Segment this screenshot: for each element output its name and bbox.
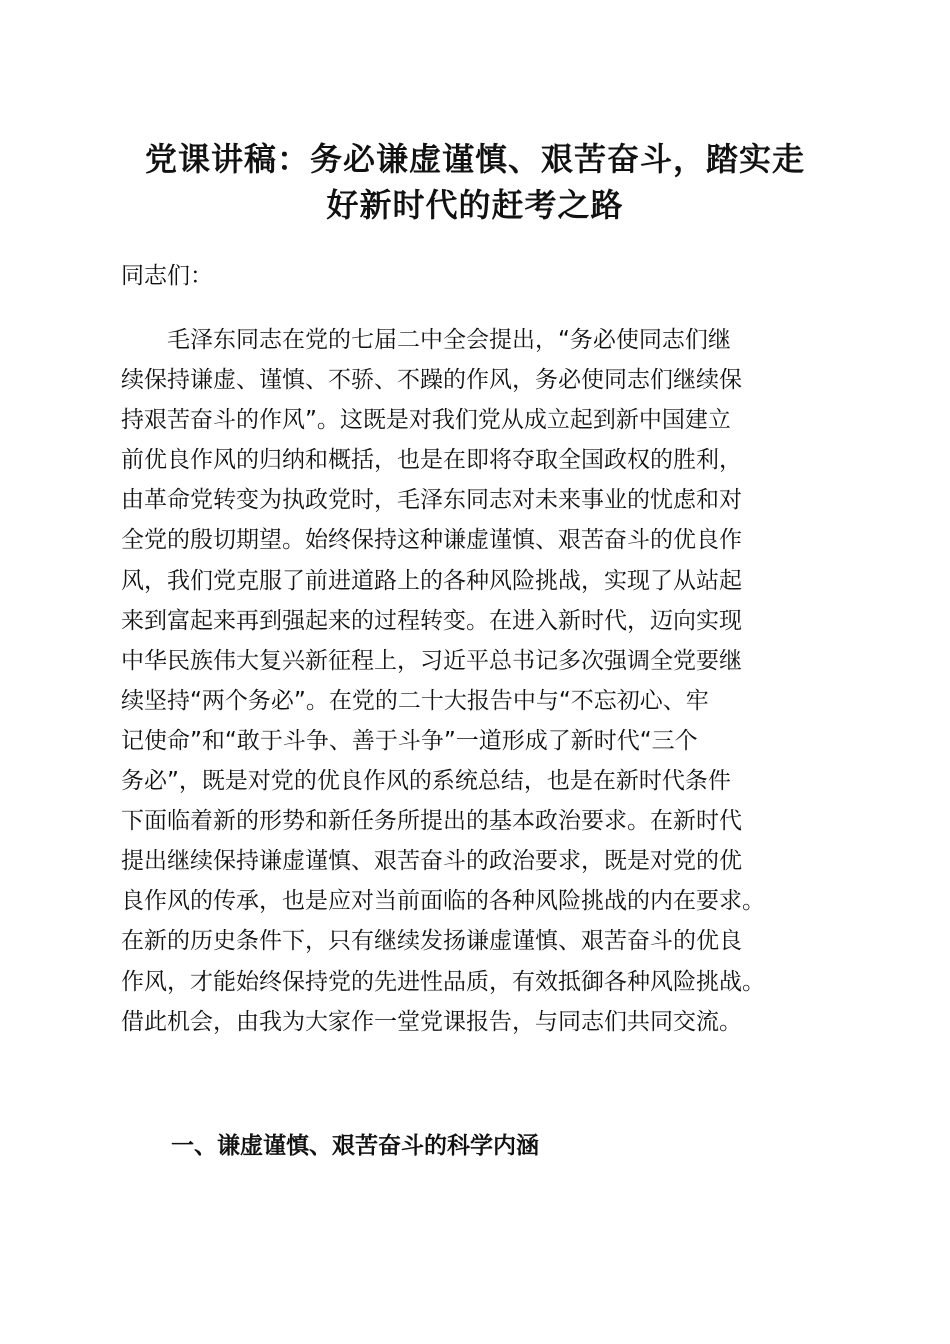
document-title bbox=[100, 136, 850, 228]
paragraph-line: 续坚持“两个务必”。在党的二十大报告中与“不忘初心、牢 bbox=[121, 687, 709, 714]
paragraph-line: 风，我们党克服了前进道路上的各种风险挑战，实现了从站起 bbox=[121, 567, 742, 594]
paragraph-line: 良作风的传承，也是应对当前面临的各种风险挑战的内在要求。 bbox=[121, 888, 765, 915]
paragraph-line: 续保持谦虚、谨慎、不骄、不躁的作风，务必使同志们继续保 bbox=[121, 367, 742, 394]
paragraph-line: 来到富起来再到强起来的过程转变。在进入新时代，迈向实现 bbox=[121, 607, 742, 634]
paragraph-line: 毛泽东同志在党的七届二中全会提出，“务必使同志们继 bbox=[121, 327, 731, 353]
paragraph-line: 由革命党转变为执政党时，毛泽东同志对未来事业的忧虑和对 bbox=[121, 487, 742, 514]
salutation: 同志们： bbox=[121, 263, 213, 289]
paragraph-line: 前优良作风的归纳和概括，也是在即将夺取全国政权的胜利， bbox=[121, 447, 742, 474]
title-line: 党课讲稿：务必谦虚谨慎、艰苦奋斗，踏实走 bbox=[144, 140, 805, 178]
paragraph-line: 在新的历史条件下，只有继续发扬谦虚谨慎、艰苦奋斗的优良 bbox=[121, 928, 742, 955]
section-heading: 一、谦虚谨慎、艰苦奋斗的科学内涵 bbox=[171, 1133, 539, 1159]
paragraph-line: 借此机会，由我为大家作一堂党课报告，与同志们共同交流。 bbox=[121, 1008, 742, 1035]
paragraph-line: 中华民族伟大复兴新征程上，习近平总书记多次强调全党要继 bbox=[121, 647, 742, 674]
paragraph-line: 提出继续保持谦虚谨慎、艰苦奋斗的政治要求，既是对党的优 bbox=[121, 848, 742, 875]
paragraph-line: 务必”，既是对党的优良作风的系统总结，也是在新时代条件 bbox=[121, 768, 731, 795]
body-paragraph bbox=[121, 320, 841, 1042]
paragraph-line: 记使命”和“敢于斗争、善于斗争”一道形成了新时代“三个 bbox=[121, 727, 698, 754]
paragraph-line: 全党的殷切期望。始终保持这种谦虚谨慎、艰苦奋斗的优良作 bbox=[121, 527, 742, 554]
paragraph-line: 持艰苦奋斗的作风”。这既是对我们党从成立起到新中国建立 bbox=[121, 407, 731, 434]
paragraph-line: 作风，才能始终保持党的先进性品质，有效抵御各种风险挑战。 bbox=[121, 968, 765, 995]
paragraph-line: 下面临着新的形势和新任务所提出的基本政治要求。在新时代 bbox=[121, 808, 742, 835]
title-line: 好新时代的赶考之路 bbox=[326, 186, 624, 224]
